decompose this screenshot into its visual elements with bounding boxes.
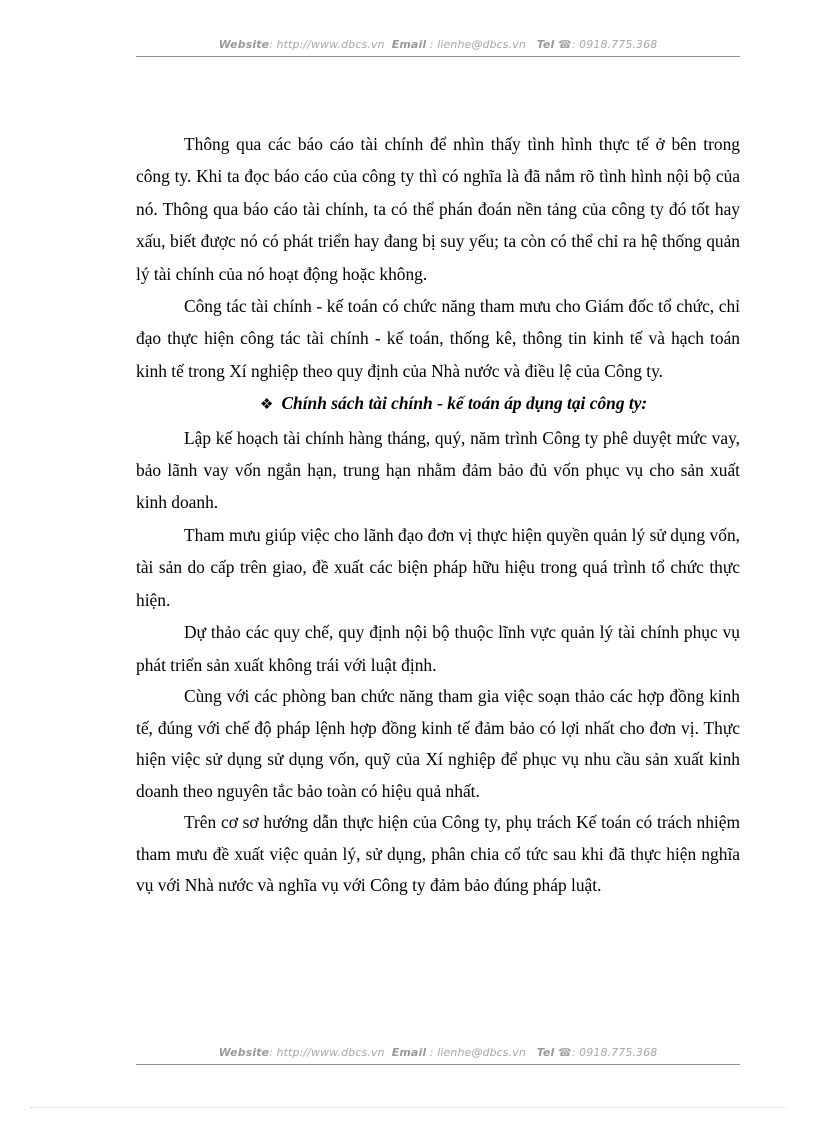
- footer-phone-icon: ☎: [557, 1046, 572, 1059]
- header-email-label: Email: [391, 38, 427, 51]
- footer-tel-value: : 0918.775.368: [571, 1046, 658, 1059]
- paragraph-4: Tham mưu giúp việc cho lãnh đạo đơn vị thực hiện quyền quản lý sử dụng vốn, tài sản do cấp trên giao, đề xuất các biện pháp hữu hiệu trong quá trình tổ chức thực hiện.: [136, 524, 740, 610]
- page-header: [136, 38, 740, 51]
- footer-tel-label: Tel: [536, 1046, 555, 1059]
- page-footer: [136, 1046, 740, 1059]
- document-body: [136, 128, 740, 902]
- paragraph-2: Công tác tài chính - kế toán có chức năng tham mưu cho Giám đốc tổ chức, chỉ đạo thực hiện công tác tài chính - kế toán, thống kê, thông tin kinh tế và hạch toán kinh tế trong Xí nghiệp theo quy định của Nhà nước và điều lệ của Công ty.: [136, 296, 740, 381]
- paragraph-7: Trên cơ sơ hướng dẫn thực hiện của Công ty, phụ trách Kế toán có trách nhiệm tham mưu đề xuất việc quản lý, sử dụng, phân chia cổ tức sau khi đã thực hiện nghĩa vụ với Nhà nước và nghĩa vụ với Công ty đảm bảo đúng pháp luật.: [136, 812, 740, 896]
- footer-divider: [136, 1064, 740, 1065]
- paragraph-5: Dự thảo các quy chế, quy định nội bộ thuộc lĩnh vực quản lý tài chính phục vụ phát triển sản xuất không trái với luật định.: [136, 622, 740, 675]
- footer-email-value[interactable]: : lienhe@dbcs.vn: [426, 1046, 526, 1059]
- header-tel-label: Tel: [536, 38, 555, 51]
- header-divider: [136, 56, 740, 57]
- header-website-value[interactable]: : http://www.dbcs.vn: [269, 38, 385, 51]
- paragraph-6: Cùng với các phòng ban chức năng tham gia việc soạn thảo các hợp đồng kinh tế, đúng với chế độ pháp lệnh hợp đồng kinh tế đảm bảo có lợi nhất cho đơn vị. Thực hiện việc sử dụng sử dụng vốn, quỹ của Xí nghiệp để phục vụ nhu cầu sản xuất kinh doanh theo nguyên tắc bảo toàn có hiệu quả nhất.: [136, 685, 740, 801]
- paragraph-3: Lập kế hoạch tài chính hàng tháng, quý, năm trình Công ty phê duyệt mức vay, bảo lãnh vay vốn ngắn hạn, trung hạn nhằm đảm bảo đủ vốn phục vụ cho sản xuất kinh doanh.: [136, 427, 740, 513]
- footer-website-label: Website: [218, 1046, 270, 1059]
- diamond-bullet-icon: ❖: [260, 397, 274, 414]
- page-bottom-border: [30, 1107, 786, 1108]
- footer-website-value[interactable]: : http://www.dbcs.vn: [269, 1046, 385, 1059]
- phone-icon: ☎: [557, 38, 572, 51]
- header-website-label: Website: [218, 38, 270, 51]
- section-subheading: [136, 387, 740, 421]
- subheading-text: Chính sách tài chính - kế toán áp dụng tại công ty:: [281, 393, 648, 414]
- footer-email-label: Email: [391, 1046, 427, 1059]
- header-tel-value: : 0918.775.368: [571, 38, 658, 51]
- header-email-value[interactable]: : lienhe@dbcs.vn: [426, 38, 526, 51]
- paragraph-1: Thông qua các báo cáo tài chính để nhìn thấy tình hình thực tế ở bên trong công ty. Khi ta đọc báo cáo của công ty thì có nghĩa là đã nắm rõ tình hình nội bộ của nó. Thông qua báo cáo tài chính, ta có thể phán đoán nền tảng của công ty đó tốt hay xấu, biết được nó có phát triển hay đang bị suy yếu; ta còn có thể chỉ ra hệ thống quản lý tài chính của nó hoạt động hoặc không.: [136, 134, 740, 284]
